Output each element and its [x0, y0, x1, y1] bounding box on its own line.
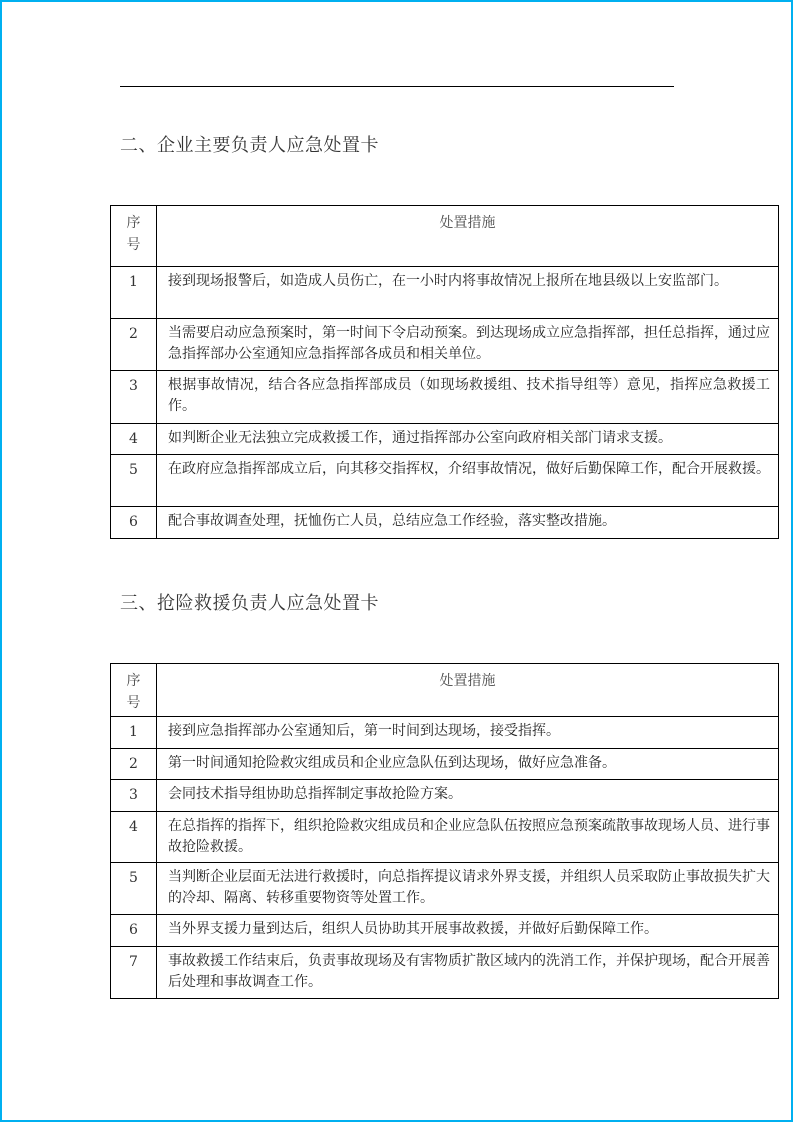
rescue-leader-card-table [110, 663, 779, 999]
header-measures: 处置措施 [157, 664, 779, 717]
table-row [111, 717, 779, 749]
row-number: 3 [111, 371, 157, 424]
row-number: 2 [111, 749, 157, 780]
table-row [111, 371, 779, 424]
table-row [111, 507, 779, 539]
row-measure: 当需要启动应急预案时，第一时间下令启动预案。到达现场成立应急指挥部，担任总指挥，通过应急指挥部办公室通知应急指挥部各成员和相关单位。 [157, 319, 779, 371]
table-header-row [111, 664, 779, 717]
table-row [111, 455, 779, 507]
row-number: 1 [111, 267, 157, 319]
header-seq-char-2: 号 [126, 695, 141, 711]
row-measure: 接到应急指挥部办公室通知后，第一时间到达现场，接受指挥。 [157, 717, 779, 749]
table-row [111, 267, 779, 319]
header-rule [120, 86, 674, 87]
row-number: 6 [111, 507, 157, 539]
row-number: 3 [111, 780, 157, 812]
row-number: 7 [111, 947, 157, 999]
row-number: 1 [111, 717, 157, 749]
section-title-main-leader-card: 二、企业主要负责人应急处置卡 [120, 135, 379, 156]
row-number: 5 [111, 863, 157, 915]
row-measure: 在总指挥的指挥下，组织抢险救灾组成员和企业应急队伍按照应急预案疏散事故现场人员、进行事故抢险救援。 [157, 812, 779, 863]
table-row [111, 319, 779, 371]
row-measure: 当外界支援力量到达后，组织人员协助其开展事故救援，并做好后勤保障工作。 [157, 915, 779, 947]
row-measure: 根据事故情况，结合各应急指挥部成员（如现场救援组、技术指导组等）意见，指挥应急救援工作。 [157, 371, 779, 424]
header-measures: 处置措施 [157, 206, 779, 267]
table-row [111, 915, 779, 947]
row-number: 2 [111, 319, 157, 371]
row-number: 4 [111, 812, 157, 863]
row-number: 5 [111, 455, 157, 507]
table-header-row [111, 206, 779, 267]
header-seq-char-2: 号 [126, 237, 141, 253]
row-measure: 接到现场报警后，如造成人员伤亡，在一小时内将事故情况上报所在地县级以上安监部门。 [157, 267, 779, 319]
header-seq-number [111, 206, 157, 267]
main-leader-card-table [110, 205, 779, 539]
row-measure: 在政府应急指挥部成立后，向其移交指挥权，介绍事故情况，做好后勤保障工作，配合开展救援。 [157, 455, 779, 507]
row-number: 6 [111, 915, 157, 947]
row-number: 4 [111, 424, 157, 455]
row-measure: 第一时间通知抢险救灾组成员和企业应急队伍到达现场，做好应急准备。 [157, 749, 779, 780]
table-row [111, 863, 779, 915]
row-measure: 配合事故调查处理，抚恤伤亡人员，总结应急工作经验，落实整改措施。 [157, 507, 779, 539]
header-seq-char-1: 序 [126, 215, 141, 231]
row-measure: 会同技术指导组协助总指挥制定事故抢险方案。 [157, 780, 779, 812]
row-measure: 事故救援工作结束后，负责事故现场及有害物质扩散区域内的洗消工作，并保护现场，配合开展善后处理和事故调查工作。 [157, 947, 779, 999]
table-row [111, 947, 779, 999]
row-measure: 当判断企业层面无法进行救援时，向总指挥提议请求外界支援，并组织人员采取防止事故损失扩大的冷却、隔离、转移重要物资等处置工作。 [157, 863, 779, 915]
table-row [111, 749, 779, 780]
header-seq-char-1: 序 [126, 673, 141, 689]
table-row [111, 780, 779, 812]
section-title-rescue-leader-card: 三、抢险救援负责人应急处置卡 [120, 593, 379, 614]
row-measure: 如判断企业无法独立完成救援工作，通过指挥部办公室向政府相关部门请求支援。 [157, 424, 779, 455]
table-row [111, 424, 779, 455]
header-seq-number [111, 664, 157, 717]
table-row [111, 812, 779, 863]
